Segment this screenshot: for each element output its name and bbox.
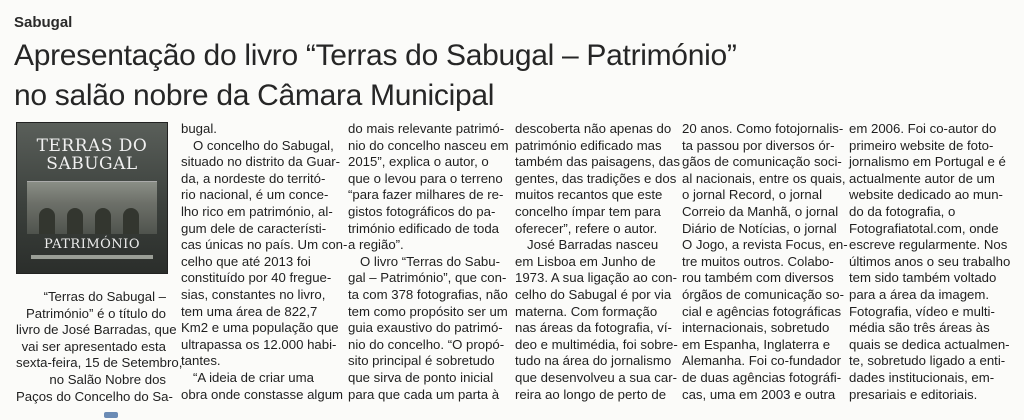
text-line: Fotografiatotal.com, onde [849, 220, 999, 236]
text-line: oferecer”, refere o autor. [515, 220, 658, 236]
text-line: celho que até 2013 foi [181, 253, 311, 269]
text-line: que sirva de ponto inicial [348, 369, 494, 385]
text-line: concelho ímpar tem para [515, 203, 661, 219]
text-line: vai ser apresentado esta [21, 338, 166, 354]
text-line: sito principal é sobretudo [348, 353, 495, 369]
text-line: situado no distrito da Guar- [181, 154, 341, 170]
text-line: Correio da Manhã, o jornal [682, 203, 839, 219]
text-line: para que cada um parta à [348, 386, 500, 402]
text-line: em 2006. Foi co-autor do [849, 121, 997, 136]
text-line: 20 anos. Como fotojornalis- [682, 121, 844, 136]
text-line: tem sido também voltado [849, 270, 997, 286]
text-line: 2015”, explica o autor, o [348, 154, 489, 170]
text-line: Paços do Concelho do Sa- [16, 388, 173, 404]
text-line: internacionais, sobretudo [682, 320, 830, 336]
text-line: a região”. [348, 237, 404, 253]
article-headline [14, 36, 1014, 116]
text-line: te, sobretudo ligado a enti- [849, 353, 1006, 369]
text-line: obra onde constasse algum [181, 386, 344, 402]
article-column-6 [849, 121, 1011, 403]
text-line: bugal. [181, 121, 217, 136]
cover-subtitle: PATRIMÓNIO [44, 237, 140, 252]
text-line: tantes. [181, 353, 221, 369]
text-line: quais se dedica actualmen- [849, 336, 1010, 352]
text-line: escreve regularmente. Nos [849, 237, 1008, 253]
text-line: O concelho do Sabugal, [193, 137, 334, 153]
text-line: no Salão Nobre dos [49, 371, 166, 387]
text-line: dades institucionais, em- [849, 369, 995, 385]
article-column-3 [348, 121, 509, 403]
text-line: média são três áreas às [849, 320, 990, 336]
text-line: ta passou por diversos ór- [682, 137, 835, 153]
text-line: rio nacional, é um conce- [181, 187, 329, 203]
text-line: sias, constantes no livro, [181, 286, 326, 302]
text-line: jornalismo em Portugal e é [849, 154, 1006, 170]
text-line: de duas agências fotográfi- [682, 369, 842, 385]
text-line: sexta-feira, 15 de Setembro, [16, 355, 183, 371]
text-line: presariais e editoriais. [849, 386, 978, 402]
text-line: órgãos de comunicação so- [682, 286, 845, 302]
text-line: gentes, das tradições e dos [515, 170, 677, 186]
text-line: livro de José Barradas, que [16, 322, 177, 338]
headline-line-1: Apresentação do livro “Terras do Sabugal – Património” [14, 39, 737, 72]
text-line: Km2 e uma população que [181, 320, 339, 336]
text-line: O livro “Terras do Sabu- [360, 253, 500, 269]
text-line: rou também com diversos [682, 270, 834, 286]
text-line: Património” é o título do [25, 305, 166, 321]
text-line: al nacionais, entre os quais, [682, 170, 846, 186]
text-line: nio do concelho nasceu em [348, 137, 509, 153]
text-line: tudo na área do jornalismo [515, 353, 672, 369]
text-line: nas áreas da fotografia, ví- [515, 320, 672, 336]
text-line: constituído por 40 fregue- [181, 270, 332, 286]
text-line: “para fazer milhares de re- [348, 187, 504, 203]
text-line: para a área da imagem. [849, 286, 990, 302]
text-line: celho do Sabugal é por via [515, 286, 672, 302]
text-line: em Espanha, Inglaterra e [682, 336, 831, 352]
text-line: website dedicado ao mun- [849, 187, 1003, 203]
text-line: 1973. A sua ligação ao con- [515, 270, 678, 286]
text-line: cas únicas no país. Um con- [181, 237, 348, 253]
text-line: património edificado mas [515, 137, 662, 153]
text-line: “Terras do Sabugal – [43, 289, 166, 304]
section-kicker: Sabugal [14, 14, 73, 31]
text-line: materna. Com formação [515, 303, 658, 319]
text-line: actualmente autor de um [849, 170, 995, 186]
text-line: gum dele de característi- [181, 220, 327, 236]
text-line: guia exaustivo do patrimó- [348, 320, 503, 336]
text-line: lho rico em património, al- [181, 203, 333, 219]
text-line: José Barradas nasceu [527, 237, 659, 253]
cover-band [31, 255, 153, 259]
text-line: o jornal Record, o jornal [682, 187, 823, 203]
text-line: da, a nordeste do territó- [181, 170, 326, 186]
text-line: do mais relevante patrimó- [348, 121, 505, 136]
text-line: gãos de comunicação soci- [682, 154, 842, 170]
text-line: reira ao longo de perto de [515, 386, 667, 402]
article-column-5 [682, 121, 848, 403]
text-line: O Jogo, a revista Focus, en- [682, 237, 848, 253]
text-line: que desenvolveu a sua car- [515, 369, 678, 385]
text-line: trimónio edificado de toda [348, 220, 500, 236]
text-line: do da fotografia, o [849, 203, 956, 219]
page-marker [104, 412, 118, 418]
text-line: ta com 378 fotografias, não [348, 286, 508, 302]
text-line: tem uma área de 822,7 [181, 303, 318, 319]
article-column-1 [16, 289, 183, 405]
text-line: nio do concelho. “O propó- [348, 336, 505, 352]
text-line: cial e agências fotográficas [682, 303, 842, 319]
cover-title [17, 137, 167, 173]
text-line: tem como propósito ser um [348, 303, 508, 319]
text-line: deo e multimédia, foi sobre- [515, 336, 678, 352]
text-line: muitos recantos que este [515, 187, 663, 203]
text-line: Diário de Notícias, o jornal [682, 220, 837, 236]
text-line: também das paisagens, das [515, 154, 680, 170]
text-line: tre muitos outros. Colabo- [682, 253, 834, 269]
headline-line-2: no salão nobre da Câmara Municipal [14, 79, 495, 112]
text-line: gal – Património”, que con- [348, 270, 507, 286]
text-line: descoberta não apenas do [515, 121, 672, 136]
text-line: cas, uma em 2003 e outra [682, 386, 836, 402]
cover-title-line-2: SABUGAL [46, 154, 138, 174]
text-line: primeiro website de foto- [849, 137, 994, 153]
text-line: “A ideia de criar uma [193, 369, 314, 385]
text-line: que o levou para o terreno [348, 170, 503, 186]
text-line: ultrapassa os 12.000 habi- [181, 336, 337, 352]
book-cover-image [16, 122, 168, 274]
text-line: gistos fotográficos do pa- [348, 203, 496, 219]
text-line: Alemanha. Foi co-fundador [682, 353, 842, 369]
cover-title-line-1: TERRAS DO [36, 136, 148, 156]
text-line: Fotografia, vídeo e multi- [849, 303, 995, 319]
article-column-2 [181, 121, 348, 403]
text-line: em Lisboa em Junho de [515, 253, 656, 269]
text-line: últimos anos o seu trabalho [849, 253, 1011, 269]
article-column-4 [515, 121, 680, 403]
cover-photo [27, 181, 157, 234]
